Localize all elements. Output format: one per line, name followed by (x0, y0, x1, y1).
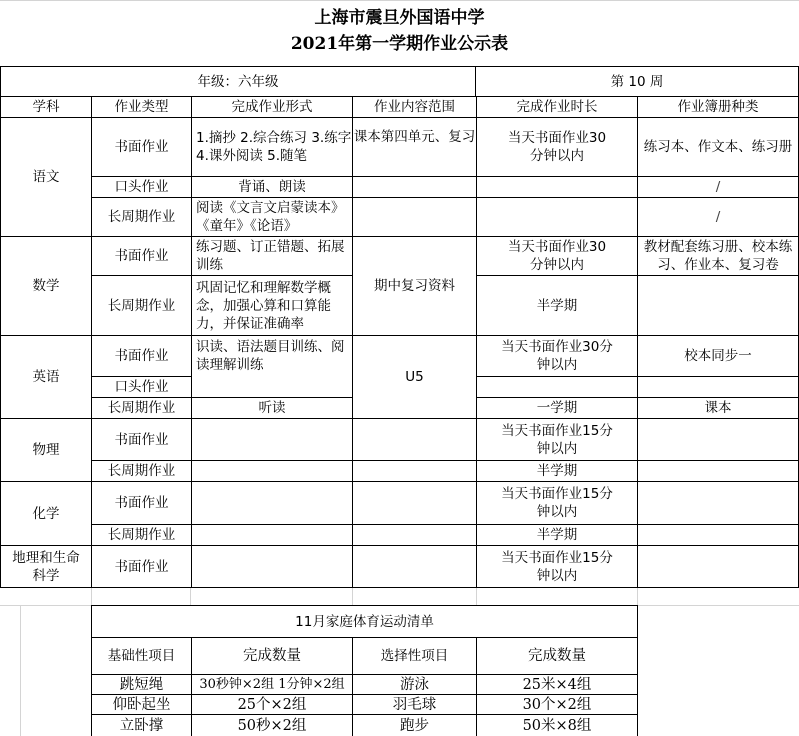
duration-math-long: 半学期 (536, 297, 578, 314)
duration-chemistry: 当天书面作业15分钟以内 (501, 486, 613, 520)
gridline (352, 587, 353, 605)
duration-geo: 当天书面作业15分钟以内 (501, 549, 613, 584)
sports-optional-count: 25米×4组 (522, 676, 592, 693)
type-long: 长周期作业 (107, 527, 176, 543)
type-oral: 口头作业 (114, 179, 169, 195)
type-written: 书面作业 (114, 558, 169, 575)
grade-label: 年级：六年级 (197, 73, 279, 90)
books-english-long: 课本 (704, 400, 732, 416)
header-form: 完成作业形式 (231, 99, 313, 115)
type-long: 长周期作业 (107, 297, 176, 314)
gridline (0, 0, 799, 1)
form-chinese-written: 1.摘抄 2.综合练习 3.练字 4.课外阅读 5.随笔 (196, 130, 352, 164)
duration-english: 当天书面作业30分钟以内 (501, 339, 613, 373)
sports-basic-item: 跳短绳 (119, 676, 164, 693)
sports-header-basic: 基础性项目 (107, 648, 176, 664)
gridline (476, 587, 477, 605)
title-line-1: 上海市震旦外国语中学 (314, 8, 485, 28)
duration-physics-long: 半学期 (536, 463, 578, 479)
type-long: 长周期作业 (107, 209, 176, 225)
form-math-written: 练习题、订正错题、拓展训练 (196, 239, 345, 273)
sports-optional-item: 游泳 (400, 676, 429, 693)
books-chinese: 练习本、作文本、练习册 (643, 139, 793, 155)
sports-basic-count: 25个×2组 (237, 696, 307, 713)
subject-math: 数学 (32, 278, 60, 294)
sports-optional-item: 羽毛球 (392, 696, 437, 713)
header-scope: 作业内容范围 (374, 99, 455, 115)
sports-basic-count: 30秒钟×2组 1分钟×2组 (199, 676, 345, 692)
sports-basic-count: 50秒×2组 (237, 717, 307, 734)
duration-math: 当天书面作业30分钟以内 (507, 239, 607, 273)
scope-math: 期中复习资料 (374, 278, 455, 294)
books-math: 教材配套练习册、校本练习、作业本、复习卷 (643, 239, 793, 273)
header-books: 作业簿册种类 (677, 99, 759, 115)
type-written: 书面作业 (114, 348, 169, 364)
border (0, 587, 799, 588)
type-long: 长周期作业 (107, 400, 176, 416)
gridline (91, 587, 92, 605)
scope-english: U5 (405, 369, 424, 385)
border (637, 605, 638, 736)
type-written: 书面作业 (114, 139, 169, 155)
week-label: 第 10 周 (610, 73, 664, 90)
sports-header-count-2: 完成数量 (528, 648, 586, 664)
sports-basic-item: 立卧撑 (119, 717, 164, 734)
sports-title: 11月家庭体育运动清单 (295, 613, 434, 630)
gridline (20, 605, 21, 736)
sports-optional-item: 跑步 (400, 717, 429, 734)
form-english-written: 识读、语法题目训练、阅读理解训练 (196, 339, 345, 373)
subject-chemistry: 化学 (32, 505, 60, 522)
sports-header-optional: 选择性项目 (380, 648, 449, 664)
border (91, 460, 799, 461)
sports-optional-count: 50米×8组 (522, 717, 592, 734)
books-english: 校本同步一 (684, 348, 752, 364)
sports-basic-item: 仰卧起坐 (112, 696, 171, 713)
type-written: 书面作业 (114, 495, 169, 511)
books-chinese-oral: / (715, 179, 721, 195)
type-oral: 口头作业 (114, 379, 169, 395)
header-type: 作业类型 (114, 99, 169, 115)
duration-chinese: 当天书面作业30分钟以内 (507, 130, 607, 164)
type-long: 长周期作业 (107, 463, 176, 479)
border (91, 524, 799, 525)
scope-chinese: 课本第四单元、复习 (353, 129, 476, 145)
subject-physics: 物理 (32, 442, 60, 458)
gridline (637, 587, 638, 605)
duration-chemistry-long: 半学期 (536, 527, 578, 543)
sports-header-count: 完成数量 (243, 648, 301, 664)
gridline (190, 587, 191, 605)
form-chinese-oral: 背诵、朗读 (238, 179, 306, 195)
subject-english: 英语 (32, 369, 60, 385)
form-chinese-long: 阅读《文言文启蒙读本》《童年》《论语》 (196, 200, 345, 234)
header-duration: 完成作业时长 (516, 99, 598, 115)
header-subject: 学科 (32, 99, 60, 115)
duration-physics: 当天书面作业15分钟以内 (501, 422, 613, 457)
duration-english-long: 一学期 (536, 400, 578, 416)
form-math-long: 巩固记忆和理解数学概念，加强心算和口算能力，并保证准确率 (196, 279, 331, 332)
subject-chinese: 语文 (32, 169, 60, 185)
border (476, 96, 477, 588)
type-written: 书面作业 (114, 248, 169, 264)
sports-optional-count: 30个×2组 (522, 696, 592, 713)
subject-geo: 地理和生命科学 (12, 549, 80, 584)
title-line-2: 2021年第一学期作业公示表 (290, 34, 509, 54)
type-written: 书面作业 (114, 431, 169, 448)
form-english-long: 听读 (258, 400, 286, 416)
books-chinese-long: / (715, 209, 721, 225)
